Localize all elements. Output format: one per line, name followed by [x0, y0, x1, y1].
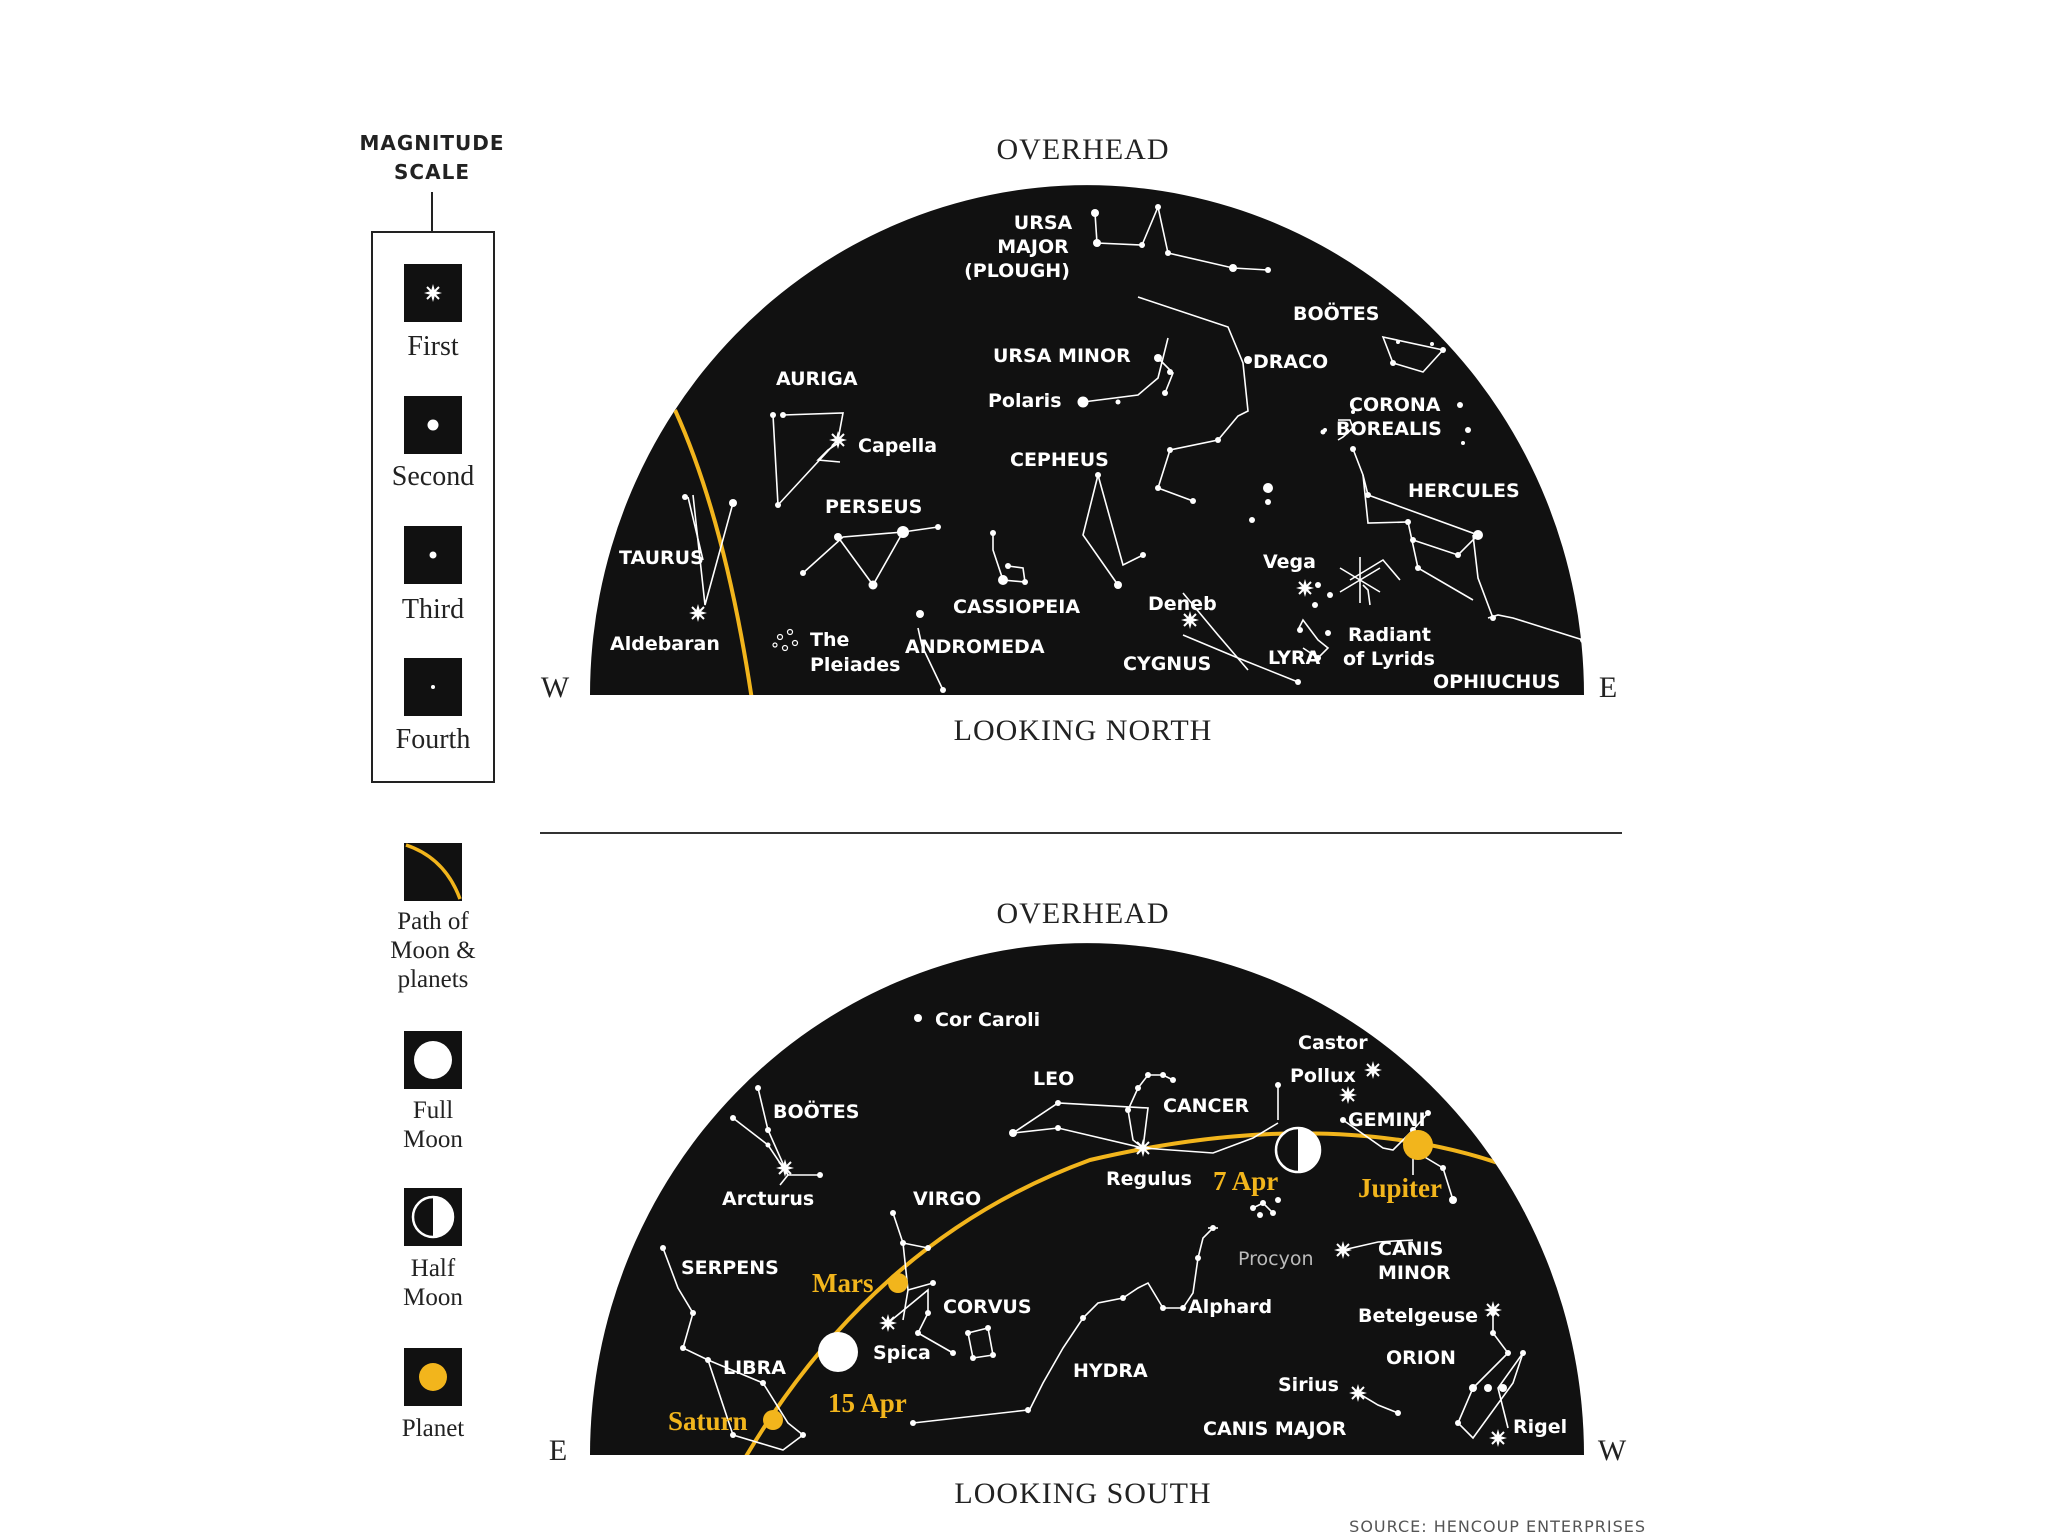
label-cygnus: CYGNUS	[1123, 653, 1212, 675]
label-corvus: CORVUS	[943, 1296, 1032, 1318]
label-ursa-major-3: (PLOUGH)	[964, 260, 1070, 282]
label-spica: Spica	[873, 1342, 931, 1364]
third-magnitude-star-icon	[430, 552, 437, 559]
label-hercules: HERCULES	[1408, 480, 1520, 502]
label-ophiuchus: OPHIUCHUS	[1433, 671, 1561, 693]
label-ursa-major-2: MAJOR	[997, 236, 1069, 258]
legend-path-3: planets	[397, 966, 469, 993]
saturn-planet-icon	[763, 1410, 783, 1430]
label-cor-caroli: Cor Caroli	[935, 1009, 1041, 1031]
label-ursa-major-1: URSA	[1013, 212, 1073, 234]
label-mars: Mars	[812, 1268, 874, 1298]
label-corona-1: CORONA	[1349, 394, 1441, 416]
label-7-apr: 7 Apr	[1213, 1166, 1279, 1196]
full-moon-icon	[414, 1041, 452, 1079]
label-regulus: Regulus	[1106, 1168, 1192, 1190]
label-polaris: Polaris	[988, 390, 1062, 412]
label-libra: LIBRA	[723, 1357, 786, 1379]
legend-fourth: Fourth	[395, 724, 471, 755]
full-moon-15apr-icon	[818, 1332, 858, 1372]
label-draco: DRACO	[1253, 351, 1329, 373]
label-lyra: LYRA	[1268, 647, 1321, 669]
label-taurus: TAURUS	[619, 547, 704, 569]
legend-planet: Planet	[401, 1415, 465, 1442]
legend-third: Third	[401, 594, 465, 625]
label-radiant-2: of Lyrids	[1343, 648, 1435, 670]
label-cepheus: CEPHEUS	[1010, 449, 1109, 471]
mars-planet-icon	[888, 1273, 908, 1293]
legend-path-1: Path of	[397, 908, 469, 935]
label-aldebaran: Aldebaran	[610, 633, 720, 655]
legend-first: First	[407, 331, 459, 362]
legend	[359, 131, 504, 1442]
north-chart	[541, 133, 1617, 747]
label-saturn: Saturn	[668, 1406, 748, 1436]
south-caption: LOOKING SOUTH	[954, 1477, 1212, 1510]
jupiter-planet-icon	[1403, 1130, 1433, 1160]
south-overhead-label: OVERHEAD	[996, 897, 1170, 930]
label-sirius: Sirius	[1278, 1374, 1339, 1396]
label-ursa-minor: URSA MINOR	[993, 345, 1131, 367]
label-bootes-south: BOÖTES	[773, 1101, 860, 1123]
half-moon-7apr-icon	[1276, 1128, 1320, 1172]
source-credit: SOURCE: HENCOUP ENTERPRISES	[1349, 1517, 1646, 1536]
label-capella: Capella	[858, 435, 938, 457]
legend-half-moon-1: Half	[410, 1255, 456, 1282]
label-perseus: PERSEUS	[825, 496, 923, 518]
label-arcturus: Arcturus	[722, 1188, 815, 1210]
north-left-direction: W	[540, 671, 570, 704]
south-left-direction: E	[548, 1434, 568, 1467]
legend-full-moon-1: Full	[412, 1097, 454, 1124]
label-pleiades-1: The	[810, 629, 850, 651]
legend-title-1: MAGNITUDE	[359, 131, 505, 155]
fourth-magnitude-star-icon	[431, 685, 435, 689]
label-bootes-north: BOÖTES	[1293, 303, 1380, 325]
label-andromeda: ANDROMEDA	[905, 636, 1045, 658]
label-cassiopeia: CASSIOPEIA	[953, 596, 1081, 618]
label-canis-minor-2: MINOR	[1378, 1262, 1451, 1284]
label-orion: ORION	[1386, 1347, 1456, 1369]
label-rigel: Rigel	[1513, 1416, 1568, 1438]
label-pleiades-2: Pleiades	[810, 654, 901, 676]
legend-second: Second	[391, 461, 475, 492]
north-caption: LOOKING NORTH	[953, 714, 1213, 747]
label-auriga: AURIGA	[776, 368, 858, 390]
label-radiant-1: Radiant	[1348, 624, 1431, 646]
label-castor: Castor	[1298, 1032, 1368, 1054]
label-cancer: CANCER	[1163, 1095, 1250, 1117]
label-serpens: SERPENS	[681, 1257, 779, 1279]
label-canis-major: CANIS MAJOR	[1203, 1418, 1347, 1440]
planet-icon	[419, 1363, 447, 1391]
second-magnitude-star-icon	[428, 420, 439, 431]
path-swatch	[404, 843, 462, 901]
label-pollux: Pollux	[1290, 1065, 1356, 1087]
legend-half-moon-2: Moon	[403, 1284, 463, 1311]
label-alphard: Alphard	[1188, 1296, 1273, 1318]
north-right-direction: E	[1598, 671, 1618, 704]
label-procyon: Procyon	[1238, 1248, 1314, 1270]
label-jupiter: Jupiter	[1358, 1173, 1442, 1203]
label-vega: Vega	[1263, 551, 1316, 573]
label-corona-2: BOREALIS	[1336, 418, 1442, 440]
south-right-direction: W	[1597, 1434, 1627, 1467]
label-virgo: VIRGO	[913, 1188, 982, 1210]
label-15-apr: 15 Apr	[828, 1388, 907, 1418]
label-canis-minor-1: CANIS	[1378, 1238, 1444, 1260]
legend-full-moon-2: Moon	[403, 1126, 463, 1153]
label-betelgeuse: Betelgeuse	[1358, 1305, 1479, 1327]
south-chart	[549, 897, 1627, 1510]
legend-path-2: Moon &	[390, 937, 476, 964]
label-gemini: GEMINI	[1348, 1109, 1426, 1131]
legend-title-2: SCALE	[394, 160, 470, 184]
north-overhead-label: OVERHEAD	[996, 133, 1170, 166]
label-hydra: HYDRA	[1073, 1360, 1148, 1382]
label-leo: LEO	[1033, 1068, 1075, 1090]
label-deneb: Deneb	[1148, 593, 1217, 615]
